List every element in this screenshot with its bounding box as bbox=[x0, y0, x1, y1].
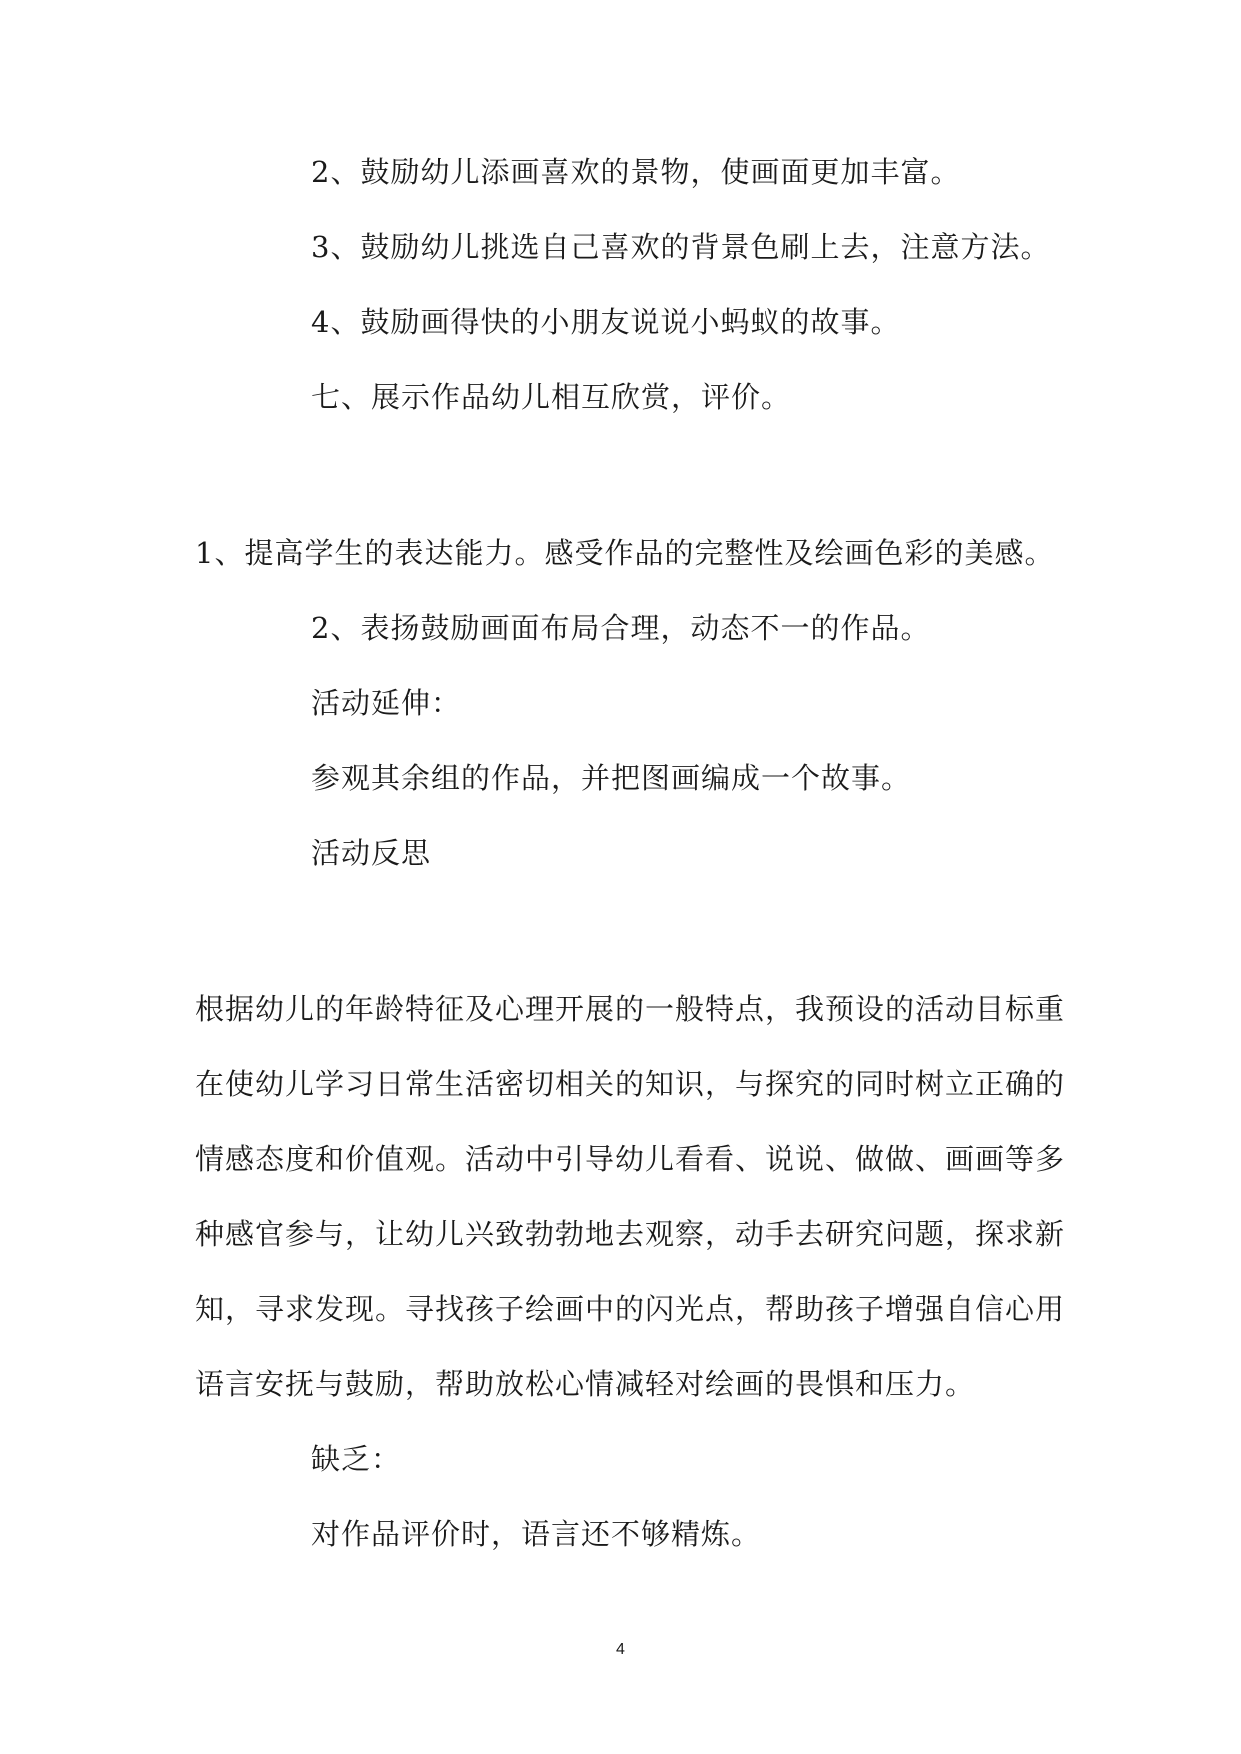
reflection-line-5: 知，寻求发现。寻找孩子绘画中的闪光点，帮助孩子增强自信心用 bbox=[195, 1292, 1066, 1326]
reflection-line-1: 根据幼儿的年龄特征及心理开展的一般特点，我预设的活动目标重 bbox=[195, 992, 1066, 1026]
section-heading-display: 七、展示作品幼儿相互欣赏，评价。 bbox=[311, 380, 792, 414]
section-heading-extension: 活动延伸： bbox=[311, 686, 462, 720]
reflection-line-2: 在使幼儿学习日常生活密切相关的知识，与探究的同时树立正确的 bbox=[195, 1067, 1066, 1101]
reflection-line-4: 种感官参与，让幼儿兴致勃勃地去观察，动手去研究问题，探求新 bbox=[195, 1217, 1066, 1251]
section-heading-shortcomings: 缺乏： bbox=[311, 1442, 402, 1476]
reflection-line-6: 语言安抚与鼓励，帮助放松心情减轻对绘画的畏惧和压力。 bbox=[195, 1367, 976, 1401]
list-item-goal-2: 2、表扬鼓励画面布局合理，动态不一的作品。 bbox=[311, 611, 931, 645]
list-item-step-3: 3、鼓励幼儿挑选自己喜欢的背景色刷上去，注意方法。 bbox=[311, 230, 1051, 264]
list-item-step-2: 2、鼓励幼儿添画喜欢的景物，使画面更加丰富。 bbox=[311, 155, 961, 189]
reflection-line-3: 情感态度和价值观。活动中引导幼儿看看、说说、做做、画画等多 bbox=[195, 1142, 1066, 1176]
extension-text: 参观其余组的作品，并把图画编成一个故事。 bbox=[311, 761, 912, 795]
list-item-step-4: 4、鼓励画得快的小朋友说说小蚂蚁的故事。 bbox=[311, 305, 901, 339]
list-item-goal-1: 1、提高学生的表达能力。感受作品的完整性及绘画色彩的美感。 bbox=[195, 536, 1055, 570]
page-number: 4 bbox=[616, 1641, 625, 1658]
section-heading-reflection: 活动反思 bbox=[311, 836, 432, 870]
shortcomings-text: 对作品评价时，语言还不够精炼。 bbox=[311, 1517, 762, 1551]
